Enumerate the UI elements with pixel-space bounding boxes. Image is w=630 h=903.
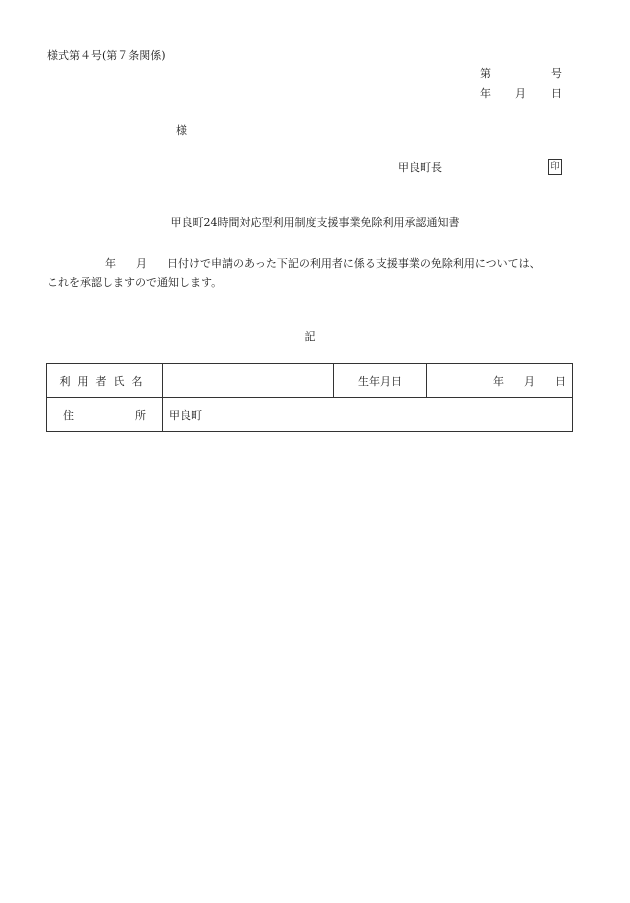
user-info-table [46,363,573,432]
form-number: 様式第４号(第７条関係) [47,49,166,62]
user-name-field[interactable] [163,364,334,398]
seal-box: 印 [548,159,562,175]
table-row [47,398,573,432]
addressee-honorific: 様 [176,124,187,137]
ki-heading: 記 [304,330,316,343]
birth-date-field[interactable] [427,364,573,398]
address-label-2: 所 [135,408,146,422]
address-label-1: 住 [63,408,74,422]
number-prefix: 第 [480,67,491,80]
table-row [47,364,573,398]
body-line2: これを承認しますので通知します。 [47,276,223,289]
issuer-title: 甲良町長 [398,161,442,174]
body-paragraph [47,254,587,292]
address-field[interactable]: 甲良町 [163,398,573,432]
user-name-label: 利用者氏名 [47,364,163,398]
number-suffix: 号 [551,67,562,80]
date-month: 月 [515,87,526,100]
date-year: 年 [480,87,491,100]
address-label [47,398,163,432]
body-month: 月 [136,257,147,270]
birth-year: 年 [493,374,504,388]
body-line1: 日付けで申請のあった下記の利用者に係る支援事業の免除利用については、 [167,257,541,270]
body-year: 年 [105,257,116,270]
birth-month: 月 [524,374,535,388]
document-title: 甲良町24時間対応型利用制度支援事業免除利用承認通知書 [170,216,460,229]
date-day: 日 [551,87,562,100]
birth-date-label: 生年月日 [334,364,427,398]
birth-day: 日 [555,374,566,388]
